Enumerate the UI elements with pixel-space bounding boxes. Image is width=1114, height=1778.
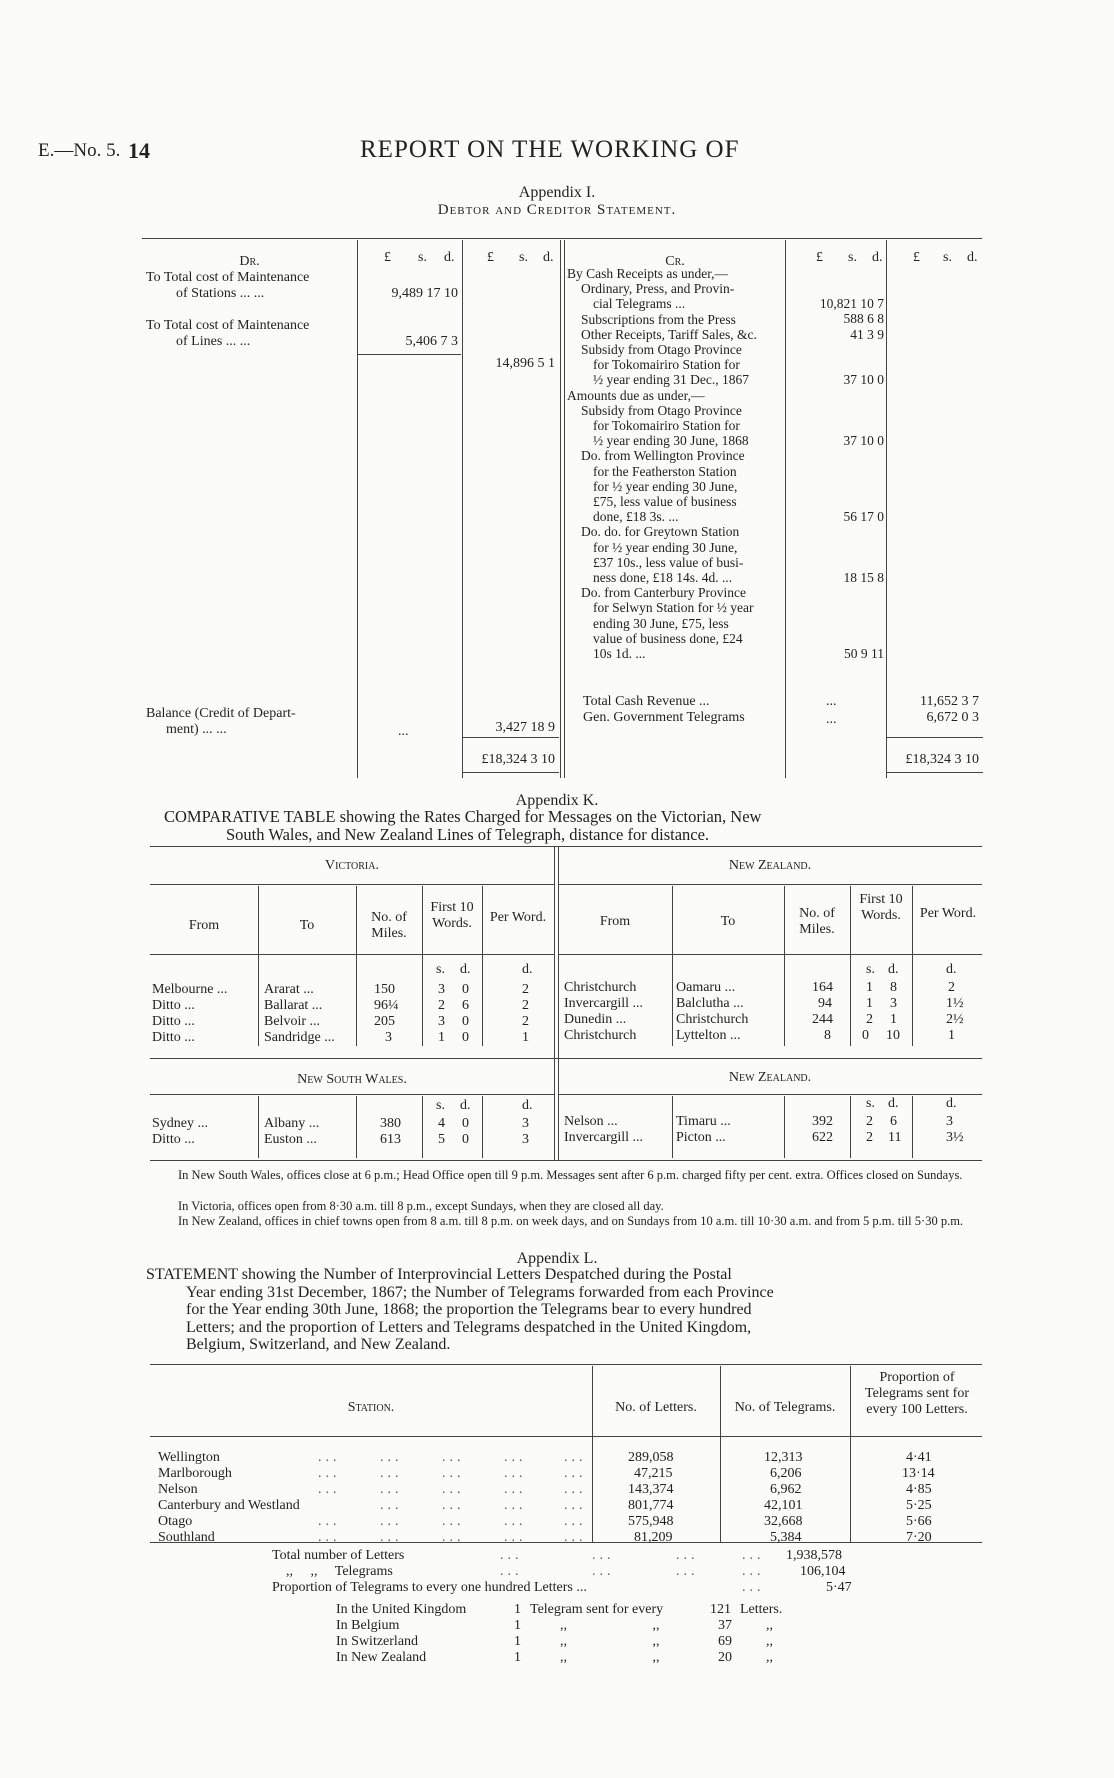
table-row: Ditto ... Belvoir ... 205 3 0 2 — [152, 1014, 529, 1029]
credit-amount: 10,821 10 7 — [819, 296, 884, 311]
table-rule — [150, 884, 554, 885]
credit-amount: 50 9 11 — [844, 646, 884, 661]
table-row: Southland ... ... ... ... ... 81,209 5,384 7·20 — [158, 1530, 932, 1545]
dr-heading: Dr. — [239, 254, 260, 269]
credit-amount: 56 17 0 — [843, 509, 884, 524]
note: In New Zealand, offices in chief towns open from 8 a.m. till 8 p.m. on week days, and on Sundays from 10 a.m. till 10·30 a.m. and from 5 p.m. till 5·30 p.m. — [178, 1214, 964, 1228]
note: In Victoria, offices open from 8·30 a.m. till 8 p.m., except Sundays, when they are closed all day. — [178, 1199, 664, 1213]
comparison-row: In Switzerland 1 ,, ,, 69 ,, — [336, 1634, 773, 1649]
col-head-to: To — [720, 914, 736, 929]
page-title: REPORT ON THE WORKING OF — [360, 136, 740, 163]
balance-dash: ... — [398, 724, 409, 739]
table-rule — [558, 1094, 982, 1095]
table-row: Christchurch Oamaru ... 164 1 8 2 — [564, 980, 955, 995]
table-rule — [150, 1058, 982, 1059]
col-head-letters: No. of Letters. — [615, 1400, 697, 1415]
sum-rule — [358, 354, 461, 355]
gen-govt-telegrams-amount: 6,672 0 3 — [926, 710, 979, 725]
table-row: Ditto ... Euston ... 613 5 0 3 — [152, 1132, 529, 1147]
column-rule — [462, 240, 463, 778]
table-row: Ditto ... Ballarat ... 96¼ 2 6 2 — [152, 998, 529, 1013]
col-head-first-words: First 10 Words. — [859, 892, 903, 923]
comparison-row: In the United Kingdom 1 Telegram sent for every 121 Letters. — [336, 1602, 783, 1617]
cr-grand-total: £18,324 3 10 — [905, 752, 979, 767]
total-cash-revenue-amount: 11,652 3 7 — [920, 694, 979, 709]
credit-entries: By Cash Receipts as under,— Ordinary, Press, and Provin- cial Telegrams ... Subscriptions from the Press Other Receipts, Tariff Sales, &c. Subsidy from Otago Province for Tokomairiro Station for ½ year ending 31 Dec., 1867 Amounts due as under,— Subsidy from Otago Province for Tokomairiro Station for ½ year ending 30 June, 1868 Do. from Wellington Province for the Featherston Station for ½ year ending 30 June, £75, less value of business done, £18 3s. ... Do. do. for Greytown Station for ½ year ending 30 June, £37 10s., less value of busi- ness done, £18 14s. 4d. ... Do. from Canterbury Province for Selwyn Station for ½ year ending 30 June, £75, less value of business done, £24 10s 1d. ... — [567, 266, 757, 662]
credit-amount: 41 3 9 — [850, 327, 884, 342]
table-top-rule — [142, 238, 982, 239]
appendix-i-label: Appendix I. — [518, 184, 596, 201]
credit-amount: 37 10 0 — [843, 372, 884, 387]
page-header — [0, 0, 1114, 180]
col-head-from: From — [188, 918, 220, 933]
table-rule — [150, 1160, 982, 1161]
table-rule — [558, 954, 982, 955]
credit-amount: 37 10 0 — [843, 433, 884, 448]
total-proportion: Proportion of Telegrams to every one hundred Letters ... ... 5·47 — [272, 1580, 852, 1595]
col-head-from: From — [599, 914, 631, 929]
table-row: Nelson ... ... ... ... ... 143,374 6,962 4·85 — [158, 1482, 932, 1497]
table-row: Wellington ... ... ... ... ... 289,058 12,313 4·41 — [158, 1450, 932, 1465]
col-head-first-words: First 10 Words. — [430, 900, 474, 931]
nsw-heading: New South Wales. — [297, 1072, 407, 1087]
table-row: Melbourne ... Ararat ... 150 3 0 2 — [152, 982, 529, 997]
comparison-row: In Belgium 1 ,, ,, 37 ,, — [336, 1618, 773, 1633]
col-head-per-word: Per Word. — [489, 910, 547, 925]
victoria-heading: Victoria. — [325, 858, 379, 873]
column-rule — [357, 240, 358, 778]
table-rule — [150, 954, 554, 955]
page-number: 14 — [128, 138, 150, 163]
column-rule — [560, 240, 561, 778]
col-head-miles: No. of Miles. — [371, 910, 407, 941]
appendix-i-subtitle: Debtor and Creditor Statement. — [437, 202, 677, 218]
debit-entry: To Total cost of Maintenance of Lines ... ... — [146, 318, 310, 349]
new-zealand-heading: New Zealand. — [728, 1070, 812, 1085]
table-row: Canterbury and Westland ... ... ... ... 801,774 42,101 5·25 — [158, 1498, 932, 1513]
total-letters: Total number of Letters ... ... ... ... 1,938,578 — [272, 1548, 842, 1563]
doc-reference: E.—No. 5. — [38, 140, 121, 161]
cr-heading: Cr. — [665, 254, 685, 269]
column-rule — [564, 240, 565, 778]
sum-rule — [887, 772, 983, 773]
table-row: Sydney ... Albany ... 380 4 0 3 — [152, 1116, 529, 1131]
credit-amount: 588 6 8 — [843, 311, 884, 326]
appendix-k-title: COMPARATIVE TABLE showing the Rates Charged for Messages on the Victorian, New South Wales, and New Zealand Lines of Telegraph, distance for distance. — [164, 807, 762, 844]
table-row: Christchurch Lyttelton ... 8 0 10 1 — [564, 1028, 955, 1043]
table-rule — [150, 1094, 554, 1095]
credit-amount: 18 15 8 — [843, 570, 884, 585]
total-telegrams: ,, ,, Telegrams ... ... ... ... 106,104 — [286, 1564, 846, 1579]
total-cash-revenue-label: Total Cash Revenue ... — [583, 694, 710, 709]
balance-entry: Balance (Credit of Depart- ment) ... ... — [146, 706, 296, 737]
sum-rule — [463, 737, 559, 738]
table-row: Ditto ... Sandridge ... 3 1 0 1 — [152, 1030, 529, 1045]
table-row: Nelson ... Timaru ... 392 2 6 3 — [564, 1114, 953, 1129]
note: In New South Wales, offices close at 6 p.m.; Head Office open till 9 p.m. Messages sent after 6 p.m. charged fifty per cent. extra. Offices closed on Sundays. — [178, 1168, 963, 1182]
debit-amount: 5,406 7 3 — [405, 334, 458, 349]
comparison-row: In New Zealand 1 ,, ,, 20 ,, — [336, 1650, 773, 1665]
table-rule — [150, 1364, 982, 1365]
col-head-telegrams: No. of Telegrams. — [734, 1400, 836, 1415]
sum-rule — [887, 737, 983, 738]
table-row: Otago ... ... ... ... ... 575,948 32,668 5·66 — [158, 1514, 932, 1529]
table-row: Marlborough ... ... ... ... ... 47,215 6,206 13·14 — [158, 1466, 935, 1481]
table-row: Dunedin ... Christchurch 244 2 1 2½ — [564, 1012, 964, 1027]
col-head-per-word: Per Word. — [919, 906, 977, 921]
gen-govt-telegrams-label: Gen. Government Telegrams — [583, 710, 745, 725]
col-head-miles: No. of Miles. — [799, 906, 835, 937]
appendix-l-title: STATEMENT showing the Number of Interprovincial Letters Despatched during the Postal Year ending 31st December, 1867; the Number of Telegrams forwarded from each Province for the Year ending 30th June, 1868; the proportion the Telegrams bear to every hundred Letters; and the proportion of Letters and Telegrams despatched in the United Kingdom, Belgium, Switzerland, and New Zealand. — [146, 1266, 774, 1353]
debit-total: 14,896 5 1 — [495, 356, 555, 371]
table-row: Invercargill ... Balclutha ... 94 1 3 1½ — [564, 996, 964, 1011]
debit-entry: To Total cost of Maintenance of Stations ... ... — [146, 270, 310, 301]
new-zealand-heading: New Zealand. — [728, 858, 812, 873]
appendix-k-label: Appendix K. — [515, 792, 599, 809]
dr-grand-total: £18,324 3 10 — [481, 752, 555, 767]
table-rule — [558, 884, 982, 885]
appendix-l-label: Appendix L. — [516, 1250, 598, 1267]
table-rule — [150, 846, 982, 847]
sum-rule — [463, 772, 559, 773]
gen-govt-telegrams-dash: ... — [826, 712, 837, 727]
total-cash-revenue-dash: ... — [826, 694, 837, 709]
col-head-station: Station. — [347, 1400, 395, 1415]
debit-amount: 9,489 17 10 — [391, 286, 458, 301]
table-rule — [150, 1436, 982, 1437]
col-head-proportion: Proportion of Telegrams sent for every 100 Letters. — [865, 1370, 969, 1417]
table-row: Invercargill ... Picton ... 622 2 11 3½ — [564, 1130, 964, 1145]
balance-amount: 3,427 18 9 — [495, 720, 555, 735]
col-head-to: To — [299, 918, 315, 933]
